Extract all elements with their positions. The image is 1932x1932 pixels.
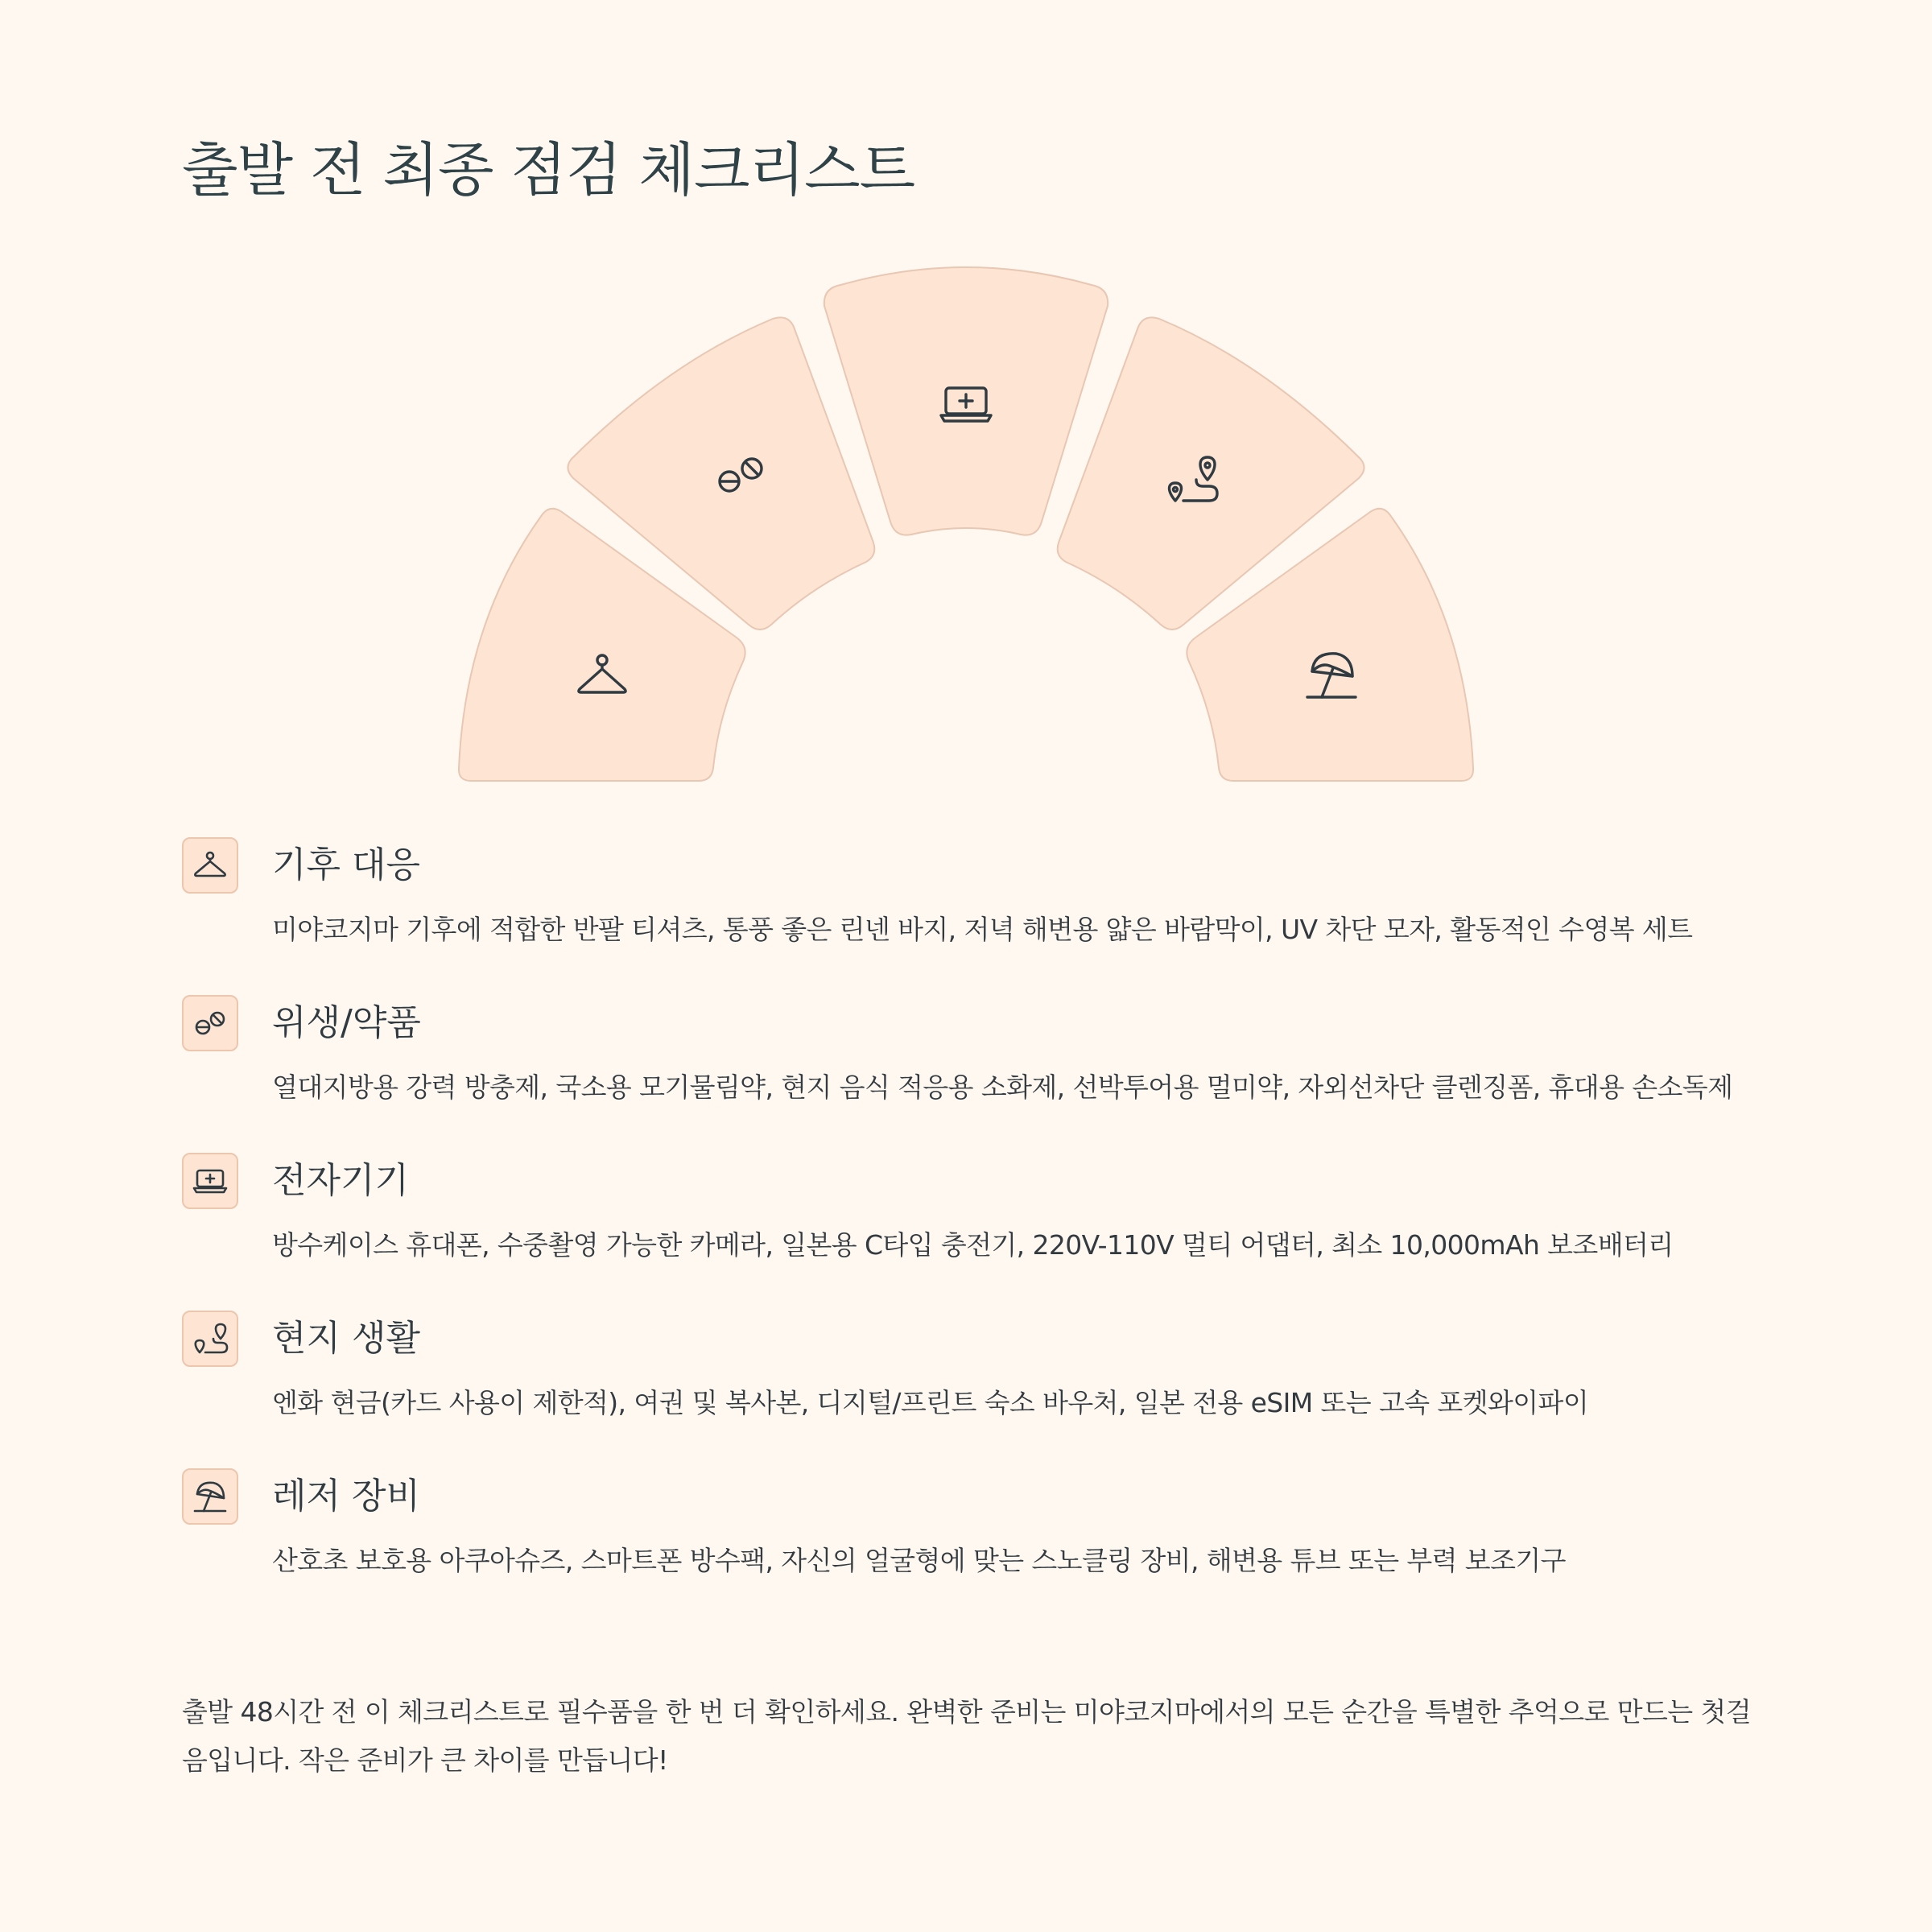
checklist-item-climate <box>182 834 1784 953</box>
route-pin-icon <box>182 1311 238 1367</box>
item-title: 현지 생활 <box>272 1318 421 1359</box>
item-description: 열대지방용 강력 방충제, 국소용 모기물림약, 현지 음식 적응용 소화제, 선박투어용 멀미약, 자외선차단 클렌징폼, 휴대용 손소독제 <box>272 1071 1733 1103</box>
checklist-item-leisure <box>182 1465 1784 1584</box>
pills-icon <box>182 995 238 1051</box>
beach-umbrella-icon <box>182 1468 238 1525</box>
semicircle-diagram <box>0 266 1932 813</box>
item-title: 레저 장비 <box>272 1476 421 1517</box>
checklist-item-hygiene <box>182 992 1784 1111</box>
item-title: 위생/약품 <box>272 1002 421 1043</box>
item-description: 엔화 현금(카드 사용이 제한적), 여권 및 복사본, 디지털/프린트 숙소 바우처, 일본 전용 eSIM 또는 고속 포켓와이파이 <box>272 1387 1589 1418</box>
checklist-item-local <box>182 1307 1784 1426</box>
page-title: 출발 전 최종 점검 체크리스트 <box>182 136 915 204</box>
diagram-segment-electronics <box>824 267 1108 535</box>
laptop-medical-icon <box>182 1153 238 1209</box>
item-description: 미야코지마 기후에 적합한 반팔 티셔츠, 통풍 좋은 린넨 바지, 저녁 해변용 얇은 바람막이, UV 차단 모자, 활동적인 수영복 세트 <box>272 914 1693 945</box>
checklist-item-electronics <box>182 1150 1784 1269</box>
item-description: 산호초 보호용 아쿠아슈즈, 스마트폰 방수팩, 자신의 얼굴형에 맞는 스노클링 장비, 해변용 튜브 또는 부력 보조기구 <box>272 1545 1566 1576</box>
closing-note: 출발 48시간 전 이 체크리스트로 필수품을 한 번 더 확인하세요. 완벽한 준비는 미야코지마에서의 모든 순간을 특별한 추억으로 만드는 첫걸음입니다. 작은 준비가 큰 차이를 만듭니다! <box>182 1696 1751 1776</box>
item-title: 전자기기 <box>272 1160 410 1201</box>
item-title: 기후 대응 <box>272 844 421 886</box>
item-description: 방수케이스 휴대폰, 수중촬영 가능한 카메라, 일본용 C타입 충전기, 220V-110V 멀티 어댑터, 최소 10,000mAh 보조배터리 <box>272 1229 1674 1261</box>
checklist <box>182 834 1784 1623</box>
hanger-icon <box>182 837 238 894</box>
